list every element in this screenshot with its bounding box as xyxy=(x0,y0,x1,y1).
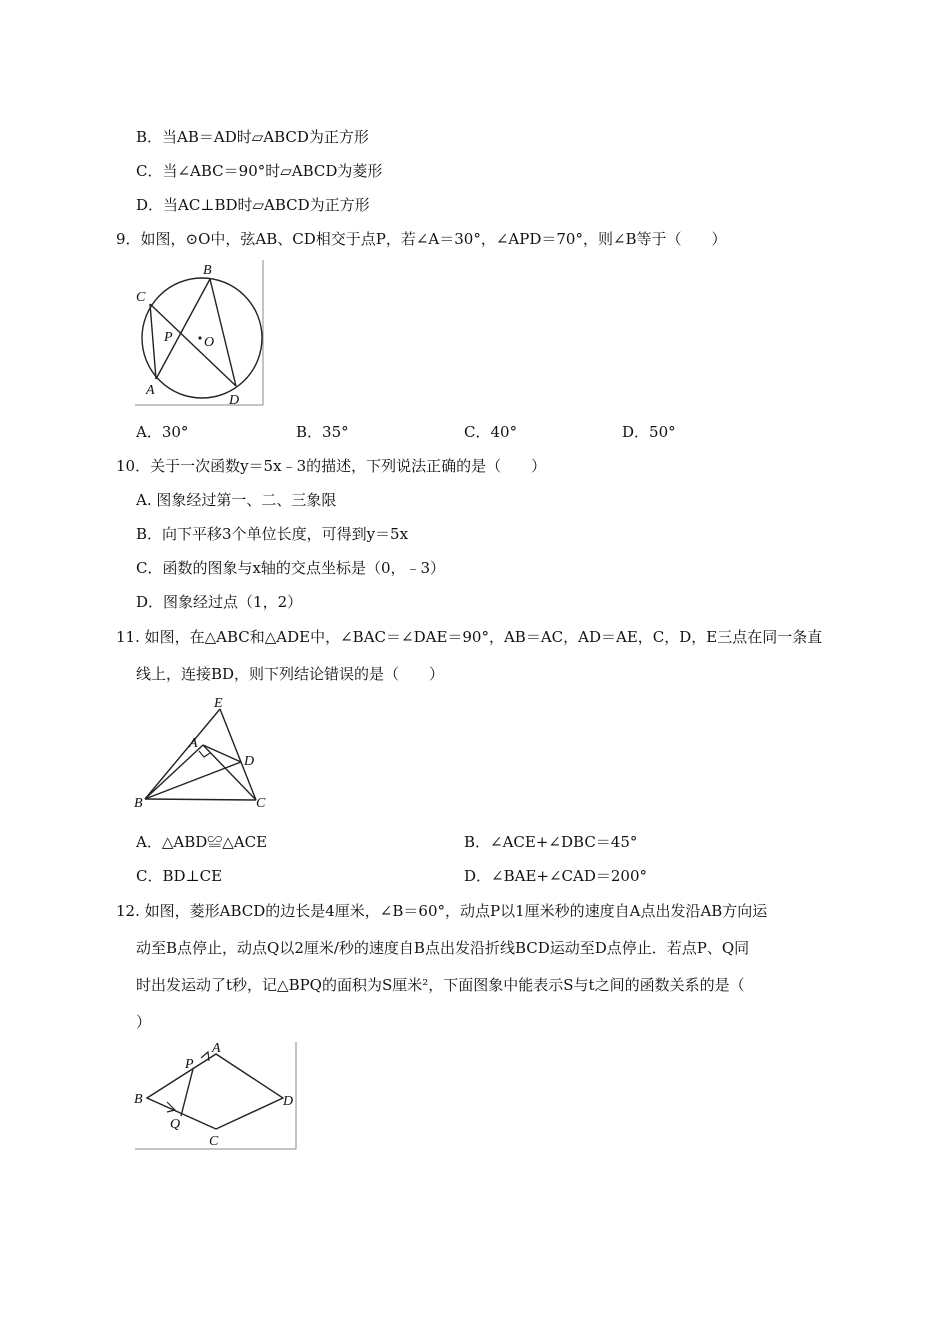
q11-option-a: A．△ABD≌△ACE xyxy=(136,833,268,851)
q12-stem-line3: 时出发运动了t秒，记△BPQ的面积为S厘米²，下面图象中能表示S与t之间的函数关系的是（ xyxy=(136,976,745,994)
q10-stem: 10．关于一次函数y＝5x﹣3的描述，下列说法正确的是（ ） xyxy=(116,457,547,475)
q8-option-c: C．当∠ABC＝90°时▱ABCD为菱形 xyxy=(136,162,383,180)
q11-label-a: A xyxy=(189,736,198,751)
q11-label-d: D xyxy=(244,754,255,769)
q12-label-p: P xyxy=(185,1057,194,1072)
q9-label-o: O xyxy=(204,335,215,350)
q12-label-c: C xyxy=(209,1134,219,1149)
q9-option-b: B．35° xyxy=(296,423,349,441)
q9-label-c: C xyxy=(136,290,146,305)
q9-label-d: D xyxy=(229,393,240,408)
q9-circle-figure xyxy=(133,258,267,412)
q12-label-b: B xyxy=(134,1092,143,1107)
q12-stem-line2: 动至B点停止，动点Q以2厘米/秒的速度自B点出发沿折线BCD运动至D点停止．若点P、Q同 xyxy=(136,939,750,957)
q9-stem: 9．如图，⊙O中，弦AB、CD相交于点P，若∠A＝30°，∠APD＝70°，则∠B等于（ ） xyxy=(116,230,727,248)
q9-label-b: B xyxy=(203,263,212,278)
q11-triangles-figure xyxy=(133,693,278,815)
q10-option-a: A. 图象经过第一、二、三象限 xyxy=(136,491,337,509)
q11-label-c: C xyxy=(256,796,266,811)
q10-option-c: C．函数的图象与x轴的交点坐标是（0，﹣3） xyxy=(136,559,446,577)
q10-option-d: D．图象经过点（1，2） xyxy=(136,593,303,611)
q12-label-q: Q xyxy=(170,1117,181,1132)
q8-option-b: B．当AB＝AD时▱ABCD为正方形 xyxy=(136,128,369,146)
q8-option-d: D．当AC⊥BD时▱ABCD为正方形 xyxy=(136,196,370,214)
q9-option-d: D．50° xyxy=(622,423,676,441)
q11-label-e: E xyxy=(214,696,223,711)
q10-option-b: B．向下平移3个单位长度，可得到y＝5x xyxy=(136,525,409,543)
q12-label-d: D xyxy=(283,1094,294,1109)
q9-label-p: P xyxy=(164,330,173,345)
q11-stem-line1: 11. 如图，在△ABC和△ADE中，∠BAC＝∠DAE＝90°，AB＝AC，AD＝AE，C，D，E三点在同一条直 xyxy=(116,628,823,646)
q9-option-c: C．40° xyxy=(464,423,518,441)
q11-option-d: D．∠BAE+∠CAD＝200° xyxy=(464,867,648,885)
q12-rhombus-figure xyxy=(133,1040,299,1156)
q11-option-c: C．BD⊥CE xyxy=(136,867,223,885)
q12-stem-line1: 12. 如图，菱形ABCD的边长是4厘米，∠B＝60°，动点P以1厘米秒的速度自A点出发沿AB方向运 xyxy=(116,902,768,920)
q9-label-a: A xyxy=(146,383,155,398)
q11-option-b: B．∠ACE+∠DBC＝45° xyxy=(464,833,638,851)
q11-stem-line2: 线上，连接BD，则下列结论错误的是（ ） xyxy=(136,665,445,683)
q12-stem-line4: ） xyxy=(136,1013,152,1031)
q12-label-a: A xyxy=(212,1041,221,1056)
q9-option-a: A．30° xyxy=(136,423,189,441)
q11-label-b: B xyxy=(134,796,143,811)
